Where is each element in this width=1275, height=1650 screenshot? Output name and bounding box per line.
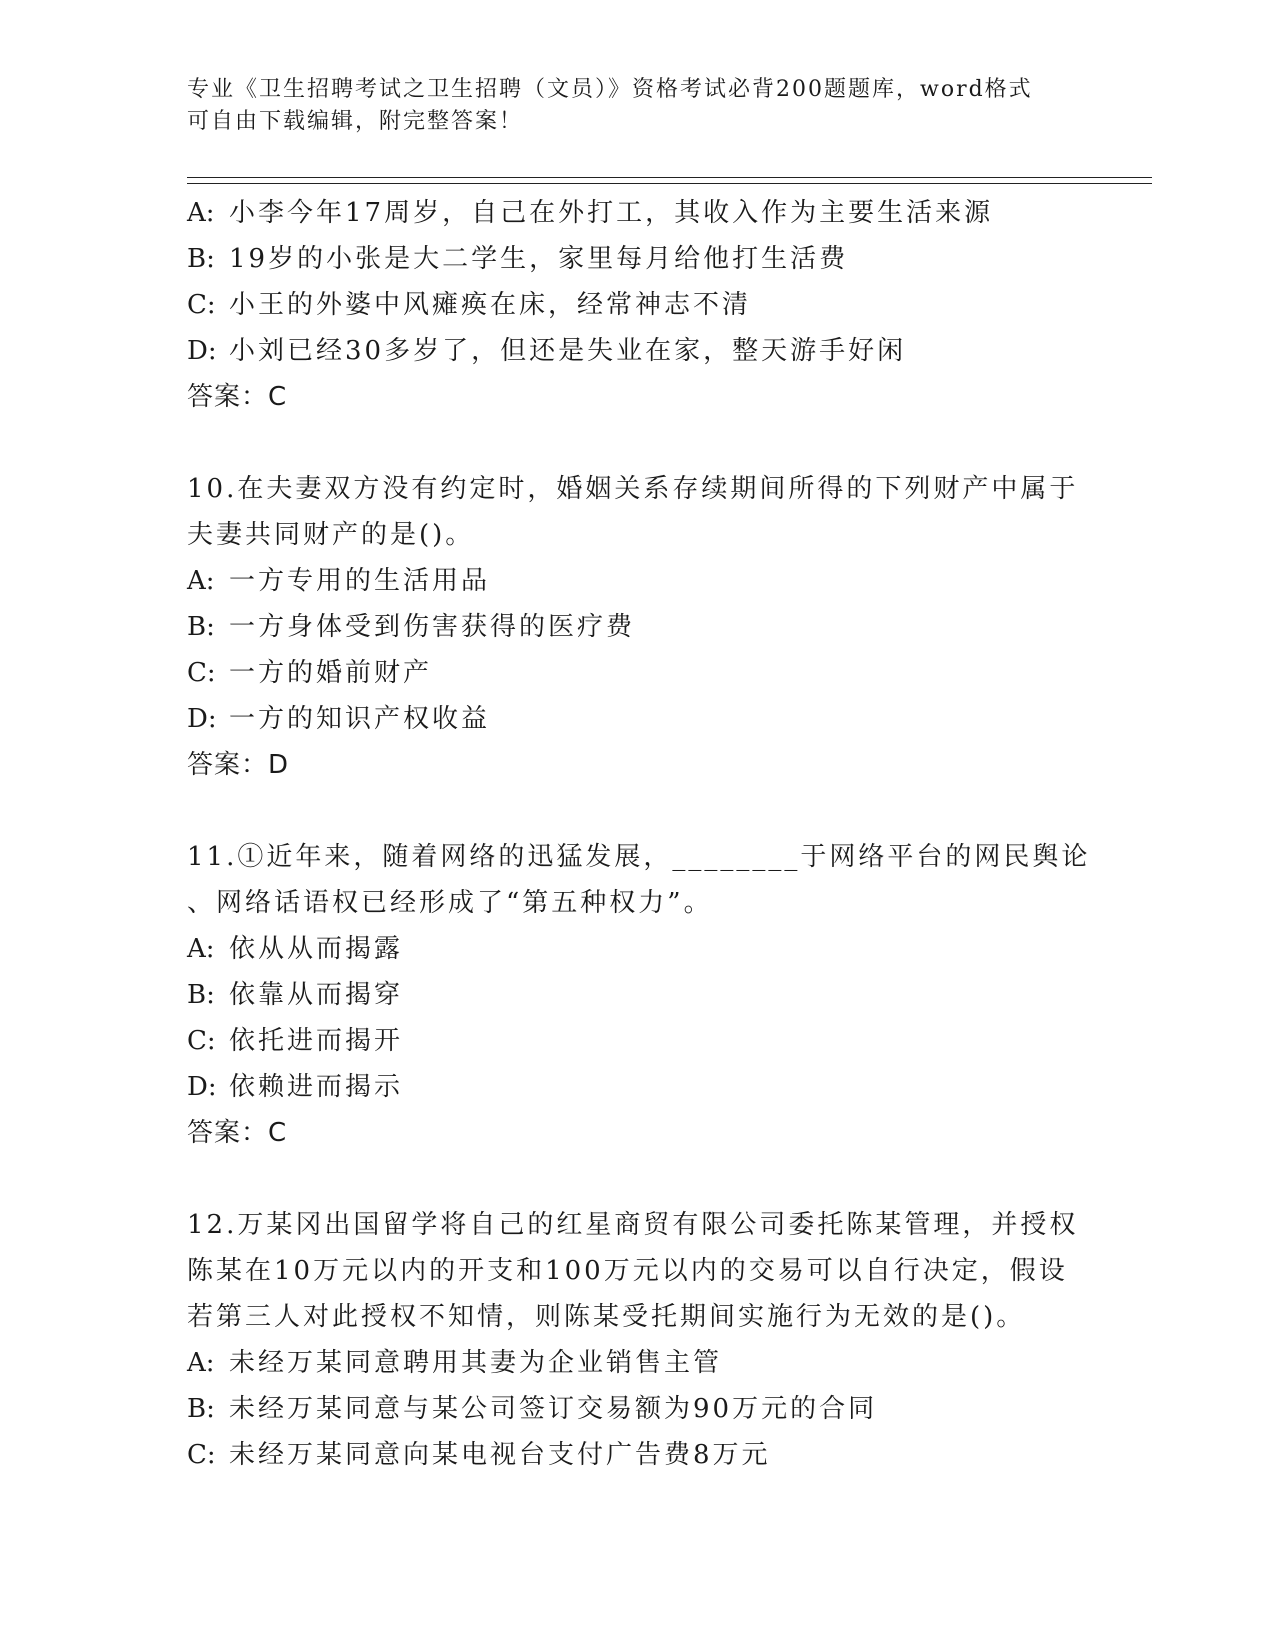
answer: 答案：C <box>187 382 288 412</box>
option-d <box>187 1064 1087 1110</box>
option-key: A: <box>187 198 215 228</box>
option-key: C: <box>187 1440 216 1470</box>
option-text: 小刘已经30多岁了，但还是失业在家，整天游手好闲 <box>229 336 907 366</box>
option-key: C: <box>187 290 216 320</box>
option-key: A: <box>187 1348 215 1378</box>
answer: 答案：D <box>187 750 290 780</box>
option-c <box>187 650 1087 696</box>
question-text: 夫妻共同财产的是()。 <box>187 520 475 550</box>
option-text: 未经万某同意聘用其妻为企业销售主管 <box>229 1348 723 1378</box>
question-text: 12.万某冈出国留学将自己的红星商贸有限公司委托陈某管理，并授权 <box>187 1210 1079 1240</box>
option-b <box>187 236 1087 282</box>
document-header <box>187 74 1087 138</box>
option-key: D: <box>187 336 217 366</box>
option-text: 依赖进而揭示 <box>229 1072 404 1102</box>
option-key: B: <box>187 612 215 642</box>
header-line-2: 可自由下载编辑，附完整答案！ <box>187 109 524 134</box>
question-text: 陈某在10万元以内的开支和100万元以内的交易可以自行决定，假设 <box>187 1256 1068 1286</box>
option-b <box>187 972 1087 1018</box>
option-text: 未经万某同意与某公司签订交易额为90万元的合同 <box>229 1394 878 1424</box>
question-text: 11.①近年来，随着网络的迅猛发展，________于网络平台的网民舆论 <box>187 842 1091 872</box>
option-key: D: <box>187 1072 217 1102</box>
option-key: C: <box>187 1026 216 1056</box>
option-b <box>187 604 1087 650</box>
question-list <box>187 190 1091 1478</box>
answer: 答案：C <box>187 1118 288 1148</box>
question-text: 、网络话语权已经形成了“第五种权力”。 <box>187 888 713 918</box>
header-divider-top <box>187 177 1152 178</box>
option-text: 未经万某同意向某电视台支付广告费8万元 <box>229 1440 771 1470</box>
option-d <box>187 696 1087 742</box>
option-text: 一方专用的生活用品 <box>229 566 491 596</box>
question-11 <box>187 834 1091 1156</box>
option-a <box>187 190 1087 236</box>
option-d <box>187 328 1087 374</box>
question-10 <box>187 466 1087 788</box>
option-text: 依托进而揭开 <box>229 1026 404 1056</box>
option-b <box>187 1386 1087 1432</box>
option-key: B: <box>187 1394 215 1424</box>
option-a <box>187 926 1087 972</box>
header-line-1: 专业《卫生招聘考试之卫生招聘（文员）》资格考试必背200题题库，word格式 <box>187 77 1033 102</box>
option-text: 小李今年17周岁，自己在外打工，其收入作为主要生活来源 <box>229 198 994 228</box>
question-9 <box>187 190 1087 420</box>
option-text: 依靠从而揭穿 <box>229 980 404 1010</box>
header-divider-bottom <box>187 183 1152 184</box>
option-key: B: <box>187 980 215 1010</box>
option-text: 一方的婚前财产 <box>229 658 433 688</box>
option-text: 一方的知识产权收益 <box>229 704 491 734</box>
question-text: 若第三人对此授权不知情，则陈某受托期间实施行为无效的是()。 <box>187 1302 1026 1332</box>
option-key: A: <box>187 566 215 596</box>
question-12 <box>187 1202 1087 1478</box>
option-a <box>187 558 1087 604</box>
option-c <box>187 1018 1087 1064</box>
option-a <box>187 1340 1087 1386</box>
option-c <box>187 1432 1087 1478</box>
option-text: 依从从而揭露 <box>229 934 404 964</box>
option-key: B: <box>187 244 215 274</box>
option-key: A: <box>187 934 215 964</box>
option-text: 19岁的小张是大二学生，家里每月给他打生活费 <box>229 244 849 274</box>
option-c <box>187 282 1087 328</box>
option-key: C: <box>187 658 216 688</box>
option-key: D: <box>187 704 217 734</box>
option-text: 小王的外婆中风瘫痪在床，经常神志不清 <box>229 290 752 320</box>
option-text: 一方身体受到伤害获得的医疗费 <box>229 612 636 642</box>
question-text: 10.在夫妻双方没有约定时，婚姻关系存续期间所得的下列财产中属于 <box>187 474 1079 504</box>
